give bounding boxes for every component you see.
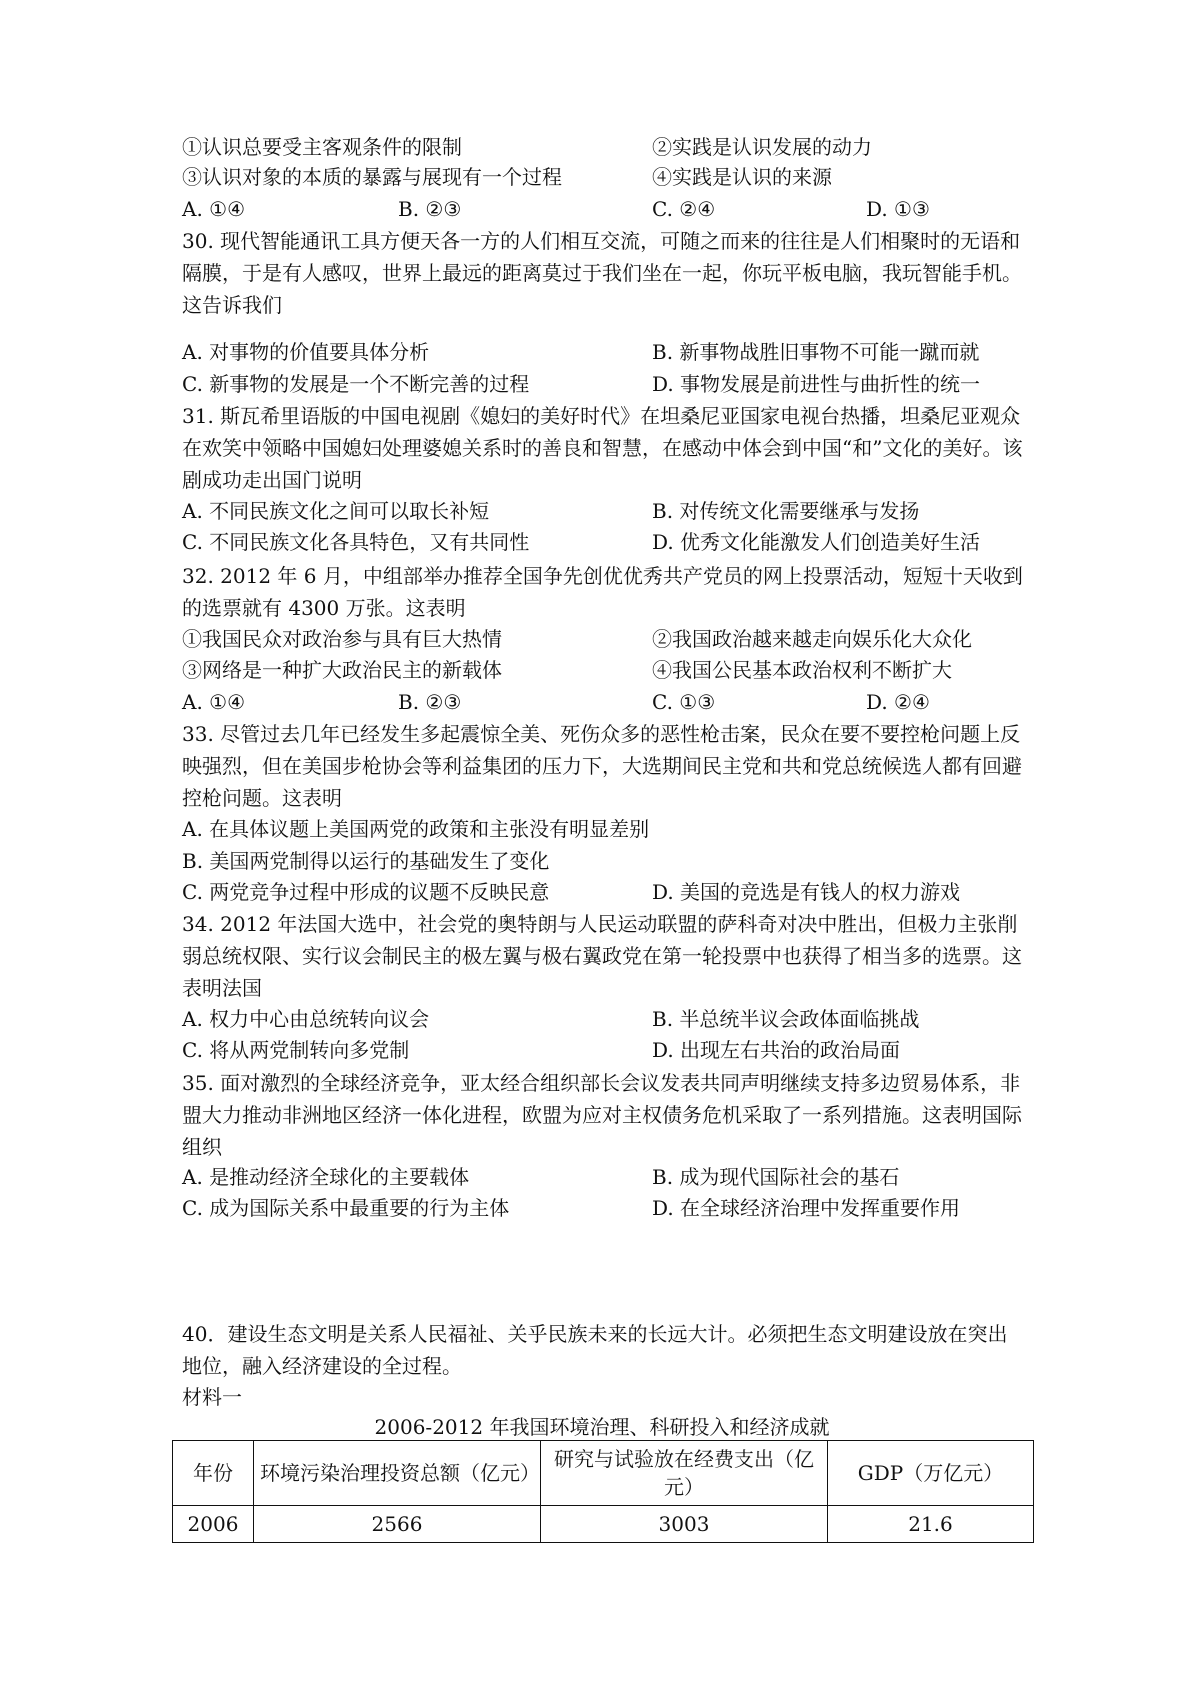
table-row xyxy=(173,1506,1034,1543)
q34-choice-b: B. 半总统半议会政体面临挑战 xyxy=(652,1007,920,1031)
q32-choice-c: C. ①③ xyxy=(652,690,716,714)
q29-option-4: ④实践是认识的来源 xyxy=(652,165,832,189)
q31-stem: 31. 斯瓦希里语版的中国电视剧《媳妇的美好时代》在坦桑尼亚国家电视台热播，坦桑尼亚观众在欢笑中领略中国媳妇处理婆媳关系时的善良和智慧，在感动中体会到中国“和”文化的美好。该剧成功走出国门说明 xyxy=(182,404,1023,492)
q30-choice-a: A. 对事物的价值要具体分析 xyxy=(182,340,430,364)
q32-option-4: ④我国公民基本政治权利不断扩大 xyxy=(652,658,952,682)
q35-choice-a: A. 是推动经济全球化的主要载体 xyxy=(182,1165,470,1189)
q32-choice-d: D. ②④ xyxy=(866,690,930,714)
q35-choice-d: D. 在全球经济治理中发挥重要作用 xyxy=(652,1196,961,1220)
q31-choice-a: A. 不同民族文化之间可以取长补短 xyxy=(182,499,490,523)
q31-choice-d: D. 优秀文化能激发人们创造美好生活 xyxy=(652,530,981,554)
cell-rd-expenditure: 3003 xyxy=(541,1506,828,1543)
q32-choice-b: B. ②③ xyxy=(398,690,462,714)
q33-choice-d: D. 美国的竞选是有钱人的权力游戏 xyxy=(652,880,961,904)
q30-choice-d: D. 事物发展是前进性与曲折性的统一 xyxy=(652,372,981,396)
q40-stem: 40．建设生态文明是关系人民福祉、关乎民族未来的长远大计。必须把生态文明建设放在突出地位，融入经济建设的全过程。 xyxy=(182,1322,1008,1378)
cell-env-investment: 2566 xyxy=(254,1506,541,1543)
q29-choice-b: B. ②③ xyxy=(398,197,462,221)
q33-choice-c: C. 两党竞争过程中形成的议题不反映民意 xyxy=(182,880,550,904)
q33-choice-a: A. 在具体议题上美国两党的政策和主张没有明显差别 xyxy=(182,817,650,841)
q29-choice-a: A. ①④ xyxy=(182,197,246,221)
q35-choice-b: B. 成为现代国际社会的基石 xyxy=(652,1165,900,1189)
q33-stem: 33. 尽管过去几年已经发生多起震惊全美、死伤众多的恶性枪击案，民众在要不要控枪问题上反映强烈，但在美国步枪协会等利益集团的压力下，大选期间民主党和共和党总统候选人都有回避控枪问题。这表明 xyxy=(182,722,1022,810)
table-header-row xyxy=(173,1441,1034,1506)
q29-option-3: ③认识对象的本质的暴露与展现有一个过程 xyxy=(182,165,562,189)
q40-material-label: 材料一 xyxy=(182,1385,242,1409)
q29-choice-c: C. ②④ xyxy=(652,197,716,221)
q31-choice-c: C. 不同民族文化各具特色，又有共同性 xyxy=(182,530,530,554)
q29-choice-d: D. ①③ xyxy=(866,197,930,221)
q34-choice-c: C. 将从两党制转向多党制 xyxy=(182,1038,410,1062)
header-gdp: GDP（万亿元） xyxy=(828,1441,1034,1506)
q32-option-3: ③网络是一种扩大政治民主的新载体 xyxy=(182,658,502,682)
q35-stem: 35. 面对激烈的全球经济竞争，亚太经合组织部长会议发表共同声明继续支持多边贸易体系，非盟大力推动非洲地区经济一体化进程，欧盟为应对主权债务危机采取了一系列措施。这表明国际组织 xyxy=(182,1071,1022,1159)
q32-option-2: ②我国政治越来越走向娱乐化大众化 xyxy=(652,627,972,651)
data-table xyxy=(172,1440,1034,1543)
q34-choice-d: D. 出现左右共治的政治局面 xyxy=(652,1038,901,1062)
q33-choice-b: B. 美国两党制得以运行的基础发生了变化 xyxy=(182,849,550,873)
q34-choice-a: A. 权力中心由总统转向议会 xyxy=(182,1007,430,1031)
q29-option-2: ②实践是认识发展的动力 xyxy=(652,135,872,159)
header-rd-expenditure: 研究与试验放在经费支出（亿元） xyxy=(541,1441,828,1506)
q30-choice-c: C. 新事物的发展是一个不断完善的过程 xyxy=(182,372,530,396)
header-year: 年份 xyxy=(173,1441,254,1506)
q35-choice-c: C. 成为国际关系中最重要的行为主体 xyxy=(182,1196,510,1220)
q32-stem: 32. 2012 年 6 月，中组部举办推荐全国争先创优优秀共产党员的网上投票活动，短短十天收到的选票就有 4300 万张。这表明 xyxy=(182,564,1023,620)
q34-stem: 34. 2012 年法国大选中，社会党的奥特朗与人民运动联盟的萨科奇对决中胜出，但极力主张削弱总统权限、实行议会制民主的极左翼与极右翼政党在第一轮投票中也获得了相当多的选票。这表明法国 xyxy=(182,912,1022,1000)
q31-choice-b: B. 对传统文化需要继承与发扬 xyxy=(652,499,920,523)
header-env-investment: 环境污染治理投资总额（亿元） xyxy=(254,1441,541,1506)
q32-choice-a: A. ①④ xyxy=(182,690,246,714)
q32-option-1: ①我国民众对政治参与具有巨大热情 xyxy=(182,627,502,651)
q30-choice-b: B. 新事物战胜旧事物不可能一蹴而就 xyxy=(652,340,980,364)
q30-stem: 30. 现代智能通讯工具方便天各一方的人们相互交流，可随之而来的往往是人们相聚时的无语和隔膜，于是有人感叹，世界上最远的距离莫过于我们坐在一起，你玩平板电脑，我玩智能手机。这告诉我们 xyxy=(182,229,1022,317)
cell-gdp: 21.6 xyxy=(828,1506,1034,1543)
q29-option-1: ①认识总要受主客观条件的限制 xyxy=(182,135,462,159)
cell-year: 2006 xyxy=(173,1506,254,1543)
table-title: 2006-2012 年我国环境治理、科研投入和经济成就 xyxy=(374,1415,830,1439)
